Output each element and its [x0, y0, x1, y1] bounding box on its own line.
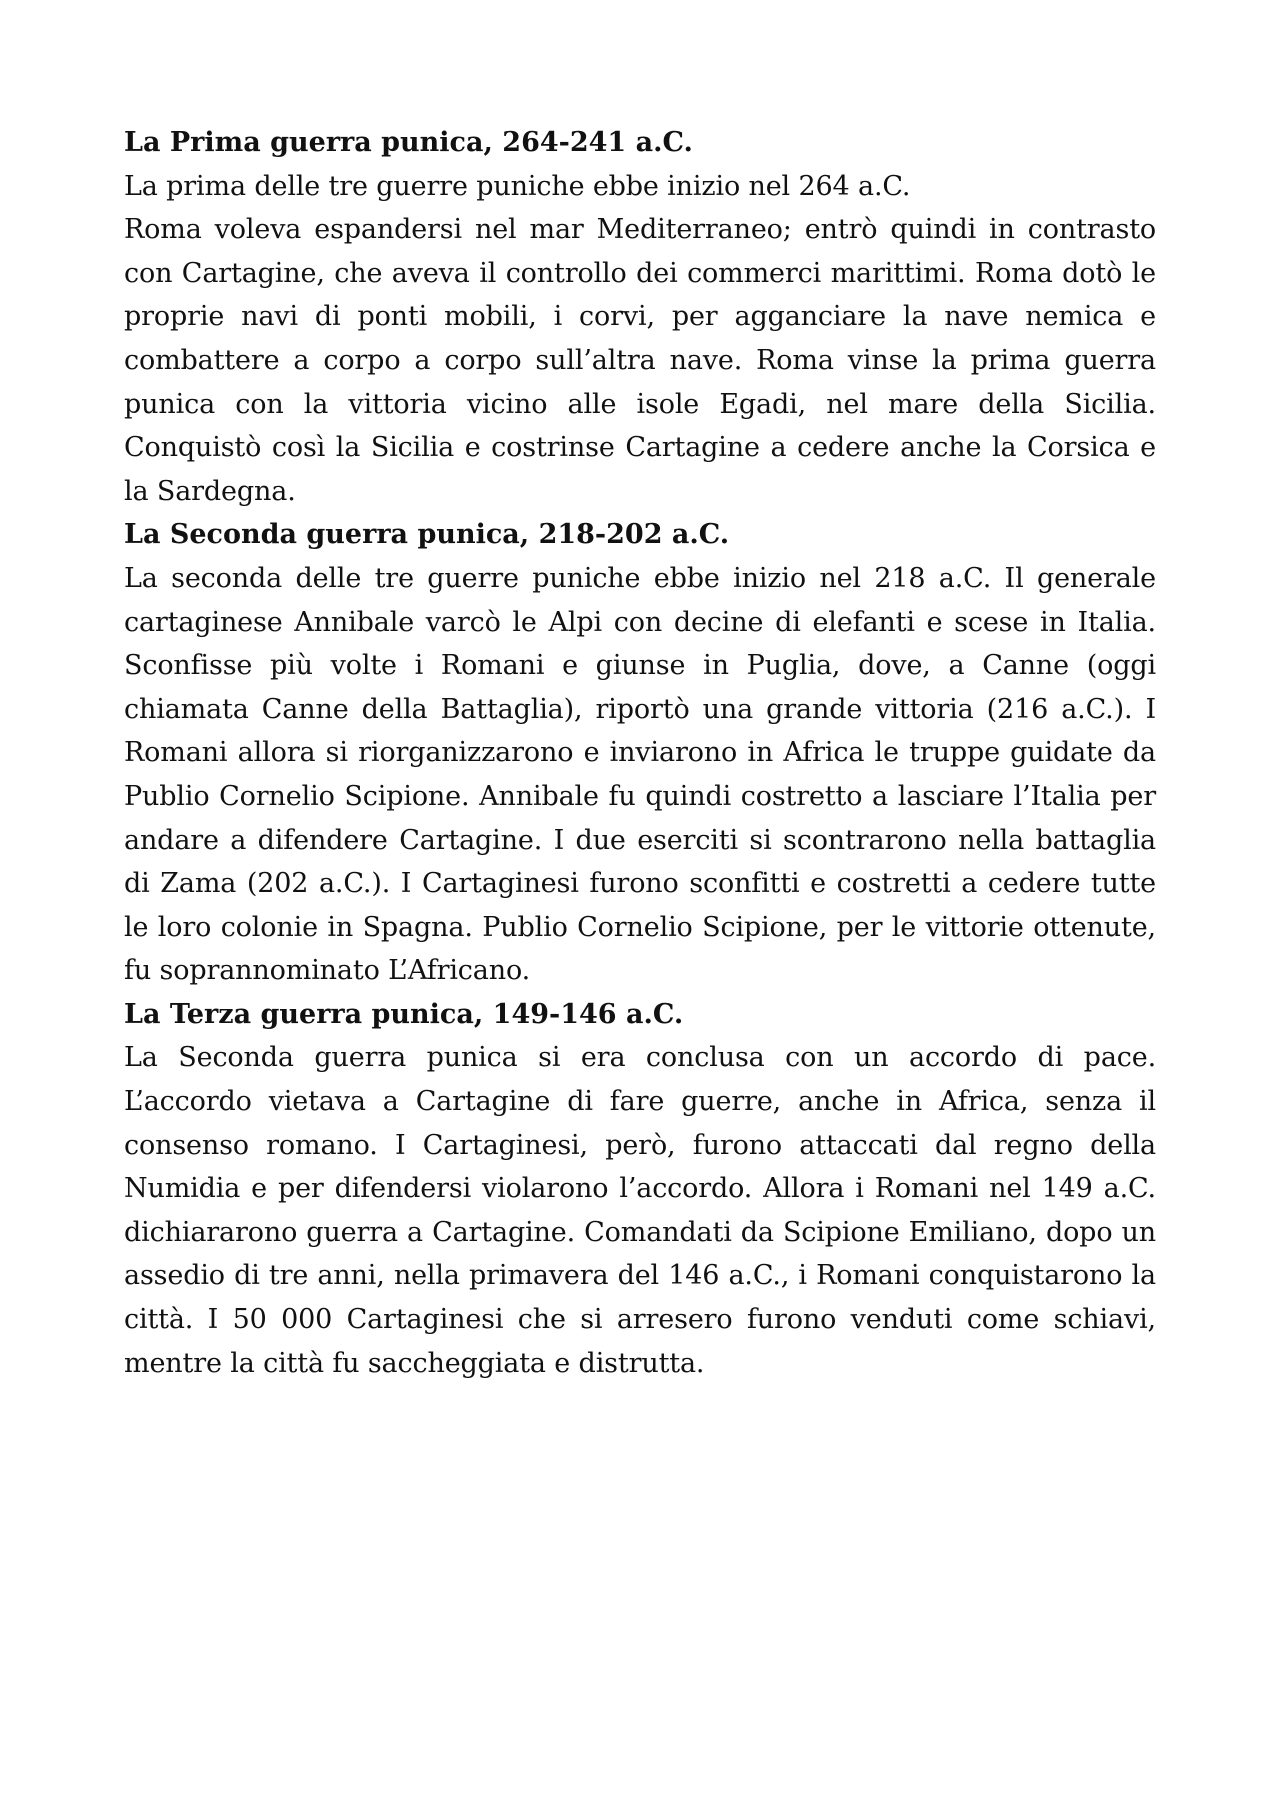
section-heading: La Seconda guerra punica, 218-202 a.C. — [124, 519, 730, 551]
paragraph: La Seconda guerra punica si era conclusa con un accordo di pace. L’accordo vietava a Cartagine di fare guerre, anche in Africa, senza il consenso romano. I Cartaginesi, però, furono attaccati dal regno della Numidia e per difendersi violarono l’accordo. Allora i Romani nel 149 a.C. dichiararono guerra a Cartagine. Comandati da Scipione Emiliano, dopo un assedio di tre anni, nella primavera del 146 a.C., i Romani conquistarono la città. I 50 000 Cartaginesi che si arresero furono venduti come schiavi, mentre la città fu saccheggiata e distrutta. — [124, 1042, 1156, 1379]
section-prima-guerra-punica — [124, 121, 1156, 513]
section-terza-guerra-punica — [124, 993, 1156, 1385]
section-seconda-guerra-punica — [124, 513, 1156, 993]
paragraph: La seconda delle tre guerre puniche ebbe inizio nel 218 a.C. Il generale cartaginese Annibale varcò le Alpi con decine di elefanti e scese in Italia. Sconfisse più volte i Romani e giunse in Puglia, dove, a Canne (oggi chiamata Canne della Battaglia), riportò una grande vittoria (216 a.C.). I Romani allora si riorganizzarono e inviarono in Africa le truppe guidate da Publio Cornelio Scipione. Annibale fu quindi costretto a lasciare l’Italia per andare a difendere Cartagine. I due eserciti si scontrarono nella battaglia di Zama (202 a.C.). I Cartaginesi furono sconfitti e costretti a cedere tutte le loro colonie in Spagna. Publio Cornelio Scipione, per le vittorie ottenute, fu soprannominato L’Africano. — [124, 562, 1156, 987]
section-heading: La Prima guerra punica, 264-241 a.C. — [124, 127, 693, 158]
document-page — [124, 121, 1156, 1385]
section-heading: La Terza guerra punica, 149-146 a.C. — [124, 998, 684, 1030]
paragraph: La prima delle tre guerre puniche ebbe inizio nel 264 a.C. — [124, 170, 911, 202]
paragraph: Roma voleva espandersi nel mar Mediterraneo; entrò quindi in contrasto con Cartagine, che aveva il controllo dei commerci marittimi. Roma dotò le proprie navi di ponti mobili, i corvi, per agganciare la nave nemica e combattere a corpo a corpo sull’altra nave. Roma vinse la prima guerra punica con la vittoria vicino alle isole Egadi, nel mare della Sicilia. Conquistò così la Sicilia e costrinse Cartagine a cedere anche la Corsica e la Sardegna. — [124, 214, 1156, 507]
